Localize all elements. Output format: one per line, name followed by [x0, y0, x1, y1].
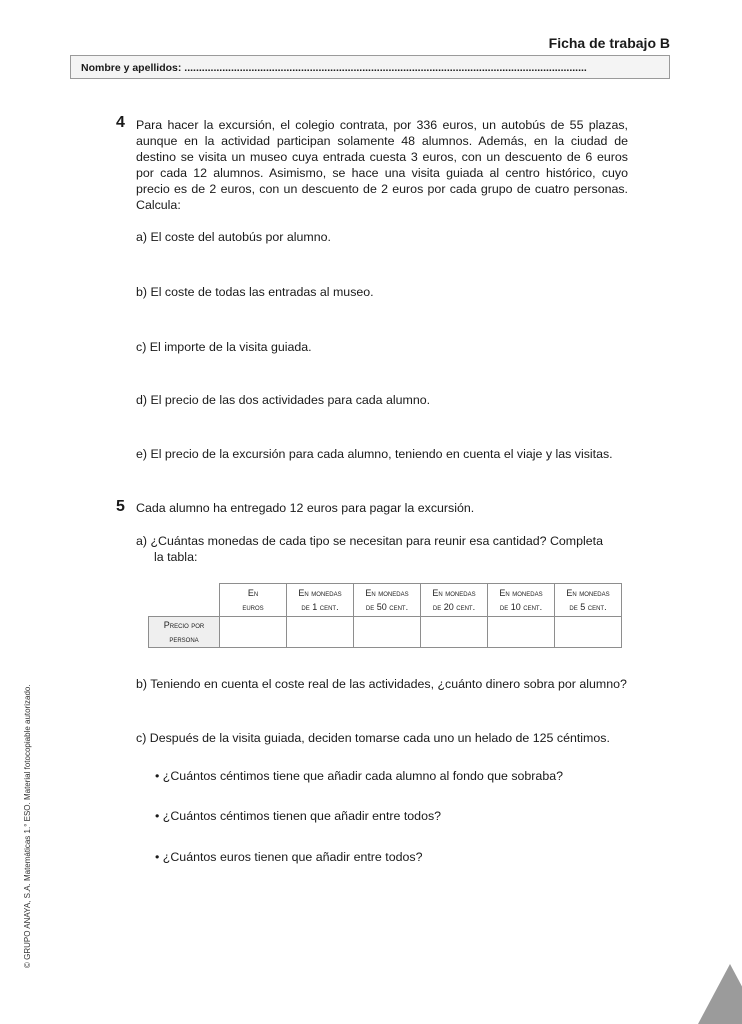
exercise-4-item-e: e) El precio de la excursión para cada alumno, teniendo en cuenta el viaje y las visitas.: [136, 447, 613, 461]
table-corner: [149, 584, 220, 617]
exercise-5-bullet-2: • ¿Cuántos céntimos tienen que añadir entre todos?: [155, 809, 442, 823]
header-line: En monedas: [298, 588, 342, 598]
header-line: euros: [242, 602, 264, 612]
exercise-5-item-b: b) Teniendo en cuenta el coste real de las actividades, ¿cuánto dinero sobra por alumno?: [136, 677, 627, 691]
row-label-line: persona: [169, 634, 199, 644]
header-line: de 20 cent.: [432, 602, 476, 612]
table-header-50-cent: [354, 584, 421, 617]
row-label-line: Precio por: [163, 620, 205, 630]
exercise-5-item-a-line2: la tabla:: [154, 550, 198, 564]
table-answer-cell[interactable]: [287, 617, 354, 648]
exercise-4-item-a: a) El coste del autobús por alumno.: [136, 230, 331, 244]
page-number: 99: [691, 992, 707, 1008]
sheet-title: Ficha de trabajo B: [548, 35, 670, 51]
header-line: En: [247, 588, 259, 598]
header-line: En monedas: [499, 588, 543, 598]
exercise-5-statement: Cada alumno ha entregado 12 euros para pagar la excursión.: [136, 501, 475, 515]
exercise-4-statement: Para hacer la excursión, el colegio contrata, por 336 euros, un autobús de 55 plazas, aunque en la actividad participan solamente 48 alumnos. Además, en la ciudad de destino se visita un museo cuya entrada cuesta 3 euros, con un descuento de 6 euros por cada 12 alumnos. Asimismo, se hace una visita guiada al centro histórico, cuyo precio es de 2 euros, con un descuento de 2 euros por cada grupo de cuatro personas. Calcula:: [136, 118, 628, 212]
table-row-label: [149, 617, 220, 648]
header-line: En monedas: [432, 588, 476, 598]
header-line: de 1 cent.: [301, 602, 339, 612]
exercise-4-item-c: c) El importe de la visita guiada.: [136, 340, 312, 354]
exercise-5-bullet-1: • ¿Cuántos céntimos tiene que añadir cada alumno al fondo que sobraba?: [155, 769, 563, 783]
exercise-5-item-c: c) Después de la visita guiada, deciden tomarse cada uno un helado de 125 céntimos.: [136, 731, 610, 745]
header-line: En monedas: [365, 588, 409, 598]
table-answer-cell[interactable]: [354, 617, 421, 648]
table-answer-cell[interactable]: [220, 617, 287, 648]
exercise-4-item-d: d) El precio de las dos actividades para cada alumno.: [136, 393, 431, 407]
exercise-4-item-b: b) El coste de todas las entradas al museo.: [136, 285, 374, 299]
exercise-5-bullet-3: • ¿Cuántos euros tienen que añadir entre todos?: [155, 850, 423, 864]
header-line: de 5 cent.: [569, 602, 607, 612]
table-header-10-cent: [488, 584, 555, 617]
table-answer-cell[interactable]: [488, 617, 555, 648]
header-line: de 10 cent.: [499, 602, 543, 612]
name-label: Nombre y apellidos: ..........................................................................................................................................: [81, 62, 587, 74]
table-header-20-cent: [421, 584, 488, 617]
table-answer-cell[interactable]: [421, 617, 488, 648]
table-header-1-cent: [287, 584, 354, 617]
header-line: de 50 cent.: [365, 602, 409, 612]
exercise-5-number: 5: [116, 498, 125, 515]
exercise-4-number: 4: [116, 114, 125, 131]
table-header-euros: [220, 584, 287, 617]
coins-table: [148, 583, 622, 648]
table-header-5-cent: [555, 584, 622, 617]
exercise-5-item-a-line1: a) ¿Cuántas monedas de cada tipo se necesitan para reunir esa cantidad? Completa: [136, 534, 603, 548]
header-line: En monedas: [566, 588, 610, 598]
table-answer-cell[interactable]: [555, 617, 622, 648]
name-field-box: [70, 55, 670, 79]
copyright-notice: © GRUPO ANAYA, S.A. Matemáticas 1.° ESO. Material fotocopiable autorizado.: [23, 684, 32, 968]
